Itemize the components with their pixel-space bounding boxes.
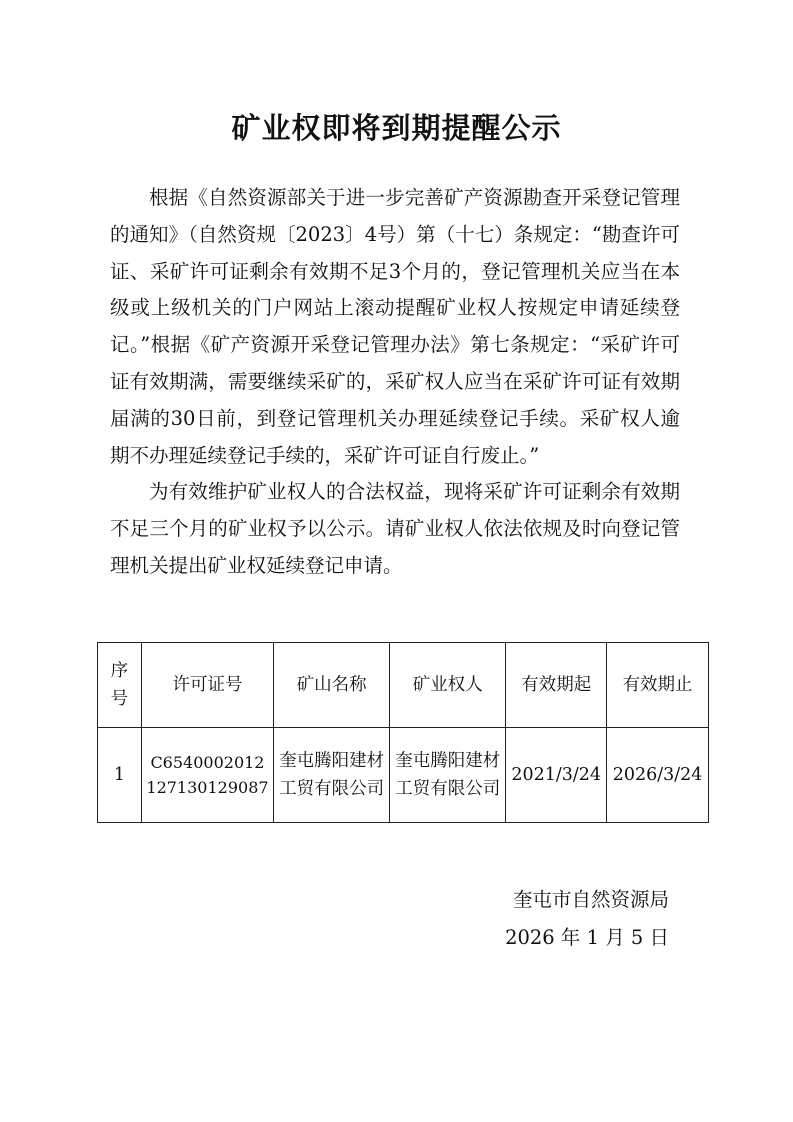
mining-rights-table [97, 642, 709, 823]
cell-valid-to: 2026/3/24 [607, 728, 709, 823]
cell-right-holder: 奎屯腾阳建材工贸有限公司 [390, 728, 506, 823]
header-mine-name: 矿山名称 [274, 643, 390, 728]
document-title: 矿业权即将到期提醒公示 [231, 111, 562, 145]
cell-valid-from: 2021/3/24 [506, 728, 607, 823]
cell-mine-name: 奎屯腾阳建材工贸有限公司 [274, 728, 390, 823]
issue-date: 2026 年 1 月 5 日 [505, 926, 669, 949]
header-permit-number: 许可证号 [141, 643, 273, 728]
header-right-holder: 矿业权人 [390, 643, 506, 728]
header-valid-from: 有效期起 [506, 643, 607, 728]
table-row [98, 728, 709, 823]
header-valid-to: 有效期止 [607, 643, 709, 728]
issuer-name: 奎屯市自然资源局 [512, 888, 669, 911]
cell-permit-number: C6540002012127130129087 [141, 728, 273, 823]
document-body [110, 180, 680, 585]
paragraph-notice: 为有效维护矿业权人的合法权益，现将采矿许可证剩余有效期不足三个月的矿业权予以公示。请矿业权人依法依规及时向登记管理机关提出矿业权延续登记申请。 [110, 480, 680, 577]
cell-index: 1 [98, 728, 142, 823]
paragraph-legal-basis: 根据《自然资源部关于进一步完善矿产资源勘查开采登记管理的通知》（自然资规〔2023〕4号）第（十七）条规定：“勘查许可证、采矿许可证剩余有效期不足3个月的，登记管理机关应当在本级或上级机关的门户网站上滚动提醒矿业权人按规定申请延续登记。”根据《矿产资源开采登记管理办法》第七条规定：“采矿许可证有效期满，需要继续采矿的，采矿权人应当在采矿许可证有效期届满的30日前，到登记管理机关办理延续登记手续。采矿权人逾期不办理延续登记手续的，采矿许可证自行废止。” [110, 186, 680, 467]
table-header-row [98, 643, 709, 728]
header-index: 序号 [98, 643, 142, 728]
